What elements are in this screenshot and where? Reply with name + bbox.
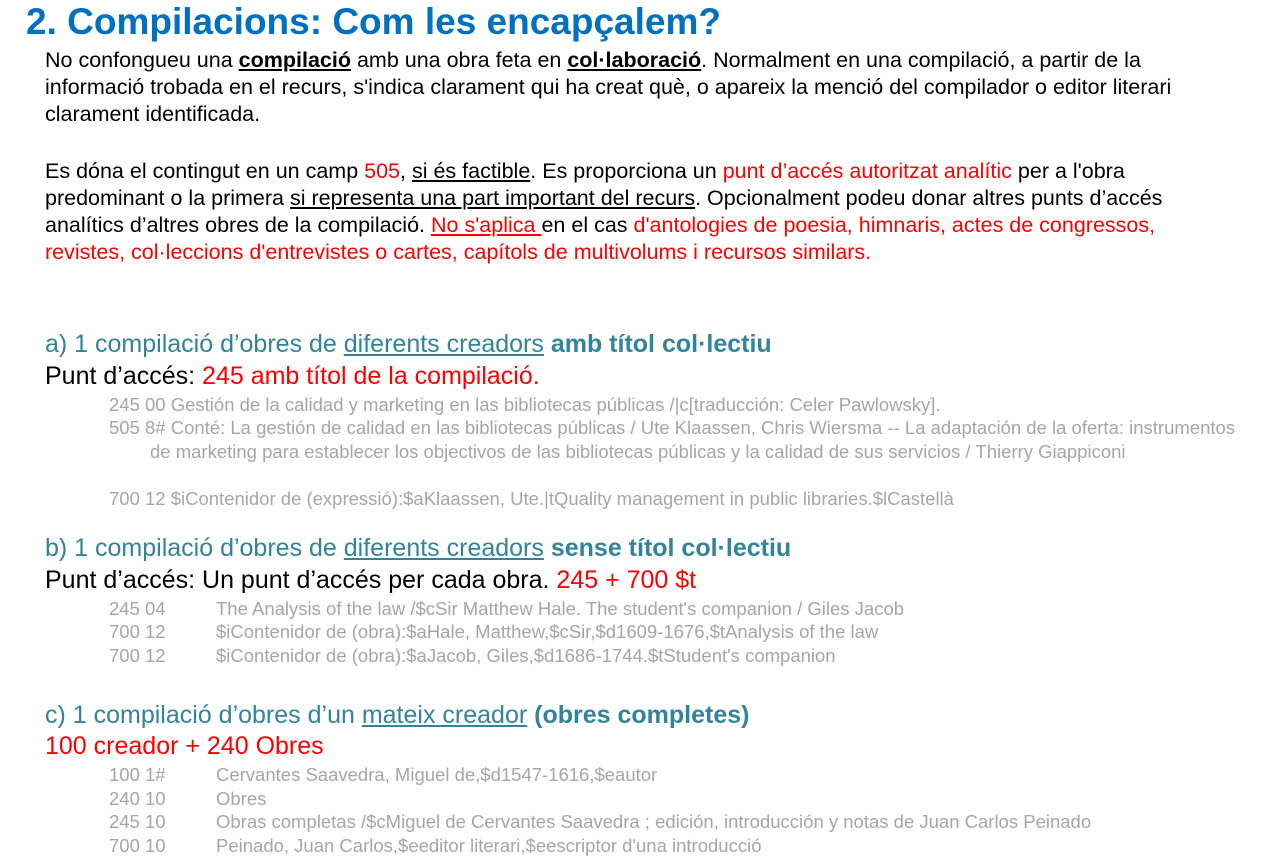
section-b-record: 245 04 The Analysis of the law /$cSir Matthew Hale. The student's companion / Giles Jacob [109,598,905,619]
section-b-record: 700 12 $iContenidor de (obra):$aHale, Matthew,$cSir,$d1609-1676,$tAnalysis of the law [109,621,879,642]
section-a-link: diferents creadors [343,330,544,358]
section-b-record: 700 12 $iContenidor de (obra):$aJacob, Giles,$d1686-1744.$tStudent's companion [109,645,836,666]
field-505: 505 [364,159,401,183]
term-compilacio: compilació [238,48,351,72]
section-c-record: 240 10 Obres [109,788,267,809]
section-c-heading: c) 1 compilació d’obres d’un mateix creador (obres completes) [45,701,750,729]
term-col-laboracio: col·laboració [567,48,702,72]
exceptions-list: d'antologies de poesia, himnaris, actes de congressos, revistes, col·leccions d'entrevistes o cartes, capítols de multivolums i recursos similars [45,213,1156,264]
section-a-record: 245 00 Gestión de la calidad y marketing en las bibliotecas públicas /|c[traducción: Celer Pawlowsky]. [109,394,941,415]
section-a-access-point: Punt d’accés: 245 amb títol de la compilació. [45,362,540,390]
section-b-access-point: Punt d’accés: Un punt d’accés per cada obra. 245 + 700 $t [45,566,697,594]
section-c-record: 100 1# Cervantes Saavedra, Miguel de,$d1547-1616,$eautor [109,764,658,785]
section-a-heading: a) 1 compilació d’obres de diferents creadors amb títol col·lectiu [45,330,772,358]
section-b-heading: b) 1 compilació d’obres de diferents creadors sense títol col·lectiu [45,534,792,562]
condition-part-important: si representa una part important del recurs [289,186,696,210]
section-a-record: 505 8# Conté: La gestión de calidad en las bibliotecas públicas / Ute Klaassen, Chris Wiersma -- La adaptación de la oferta: instrumentos de marketing para establecer los objectivos de las bibliotecas públicas y la calidad de sus servicios / Thierry Giappiconi [109,417,1236,462]
page-title: 2. Compilacions: Com les encapçalem? [26,1,721,42]
intro-paragraph-1: No confongueu una compilació amb una obra feta en col·laboració. Normalment en una compilació, a partir de la informació trobada en el recurs, s'indica clarament qui ha creat què, o apareix la menció del compilador o editor literari clarament identificada. [45,48,1172,126]
section-b-link: diferents creadors [343,534,544,562]
condition-si-es-factible: si és factible [411,159,531,183]
section-c-link: mateix creador [361,701,528,729]
no-aplica: No s'aplica [431,213,542,237]
section-a-record: 700 12 $iContenidor de (expressió):$aKlaassen, Ute.|tQuality management in public libraries.$lCastellà [109,488,954,509]
section-c-access-point: 100 creador + 240 Obres [45,732,324,760]
intro-paragraph-2: Es dóna el contingut en un camp 505, si és factible. Es proporciona un punt d’accés autoritzat analític per a l'obra predominant o la primera si representa una part important del recurs. Opcionalment podeu donar altres punts d’accés analítics d’altres obres de la compilació. No s'aplica en el cas d'antologies de poesia, himnaris, actes de congressos, revistes, col·leccions d'entrevistes o cartes, capítols de multivolums i recursos similars. [45,159,1163,264]
access-point-analytic: punt d’accés autoritzat analític [722,159,1012,183]
section-c-record: 245 10 Obras completas /$cMiguel de Cervantes Saavedra ; edición, introducción y notas de Juan Carlos Peinado [109,811,1092,832]
section-c-record: 700 10 Peinado, Juan Carlos,$eeditor literari,$eescriptor d'una introducció [109,835,762,856]
